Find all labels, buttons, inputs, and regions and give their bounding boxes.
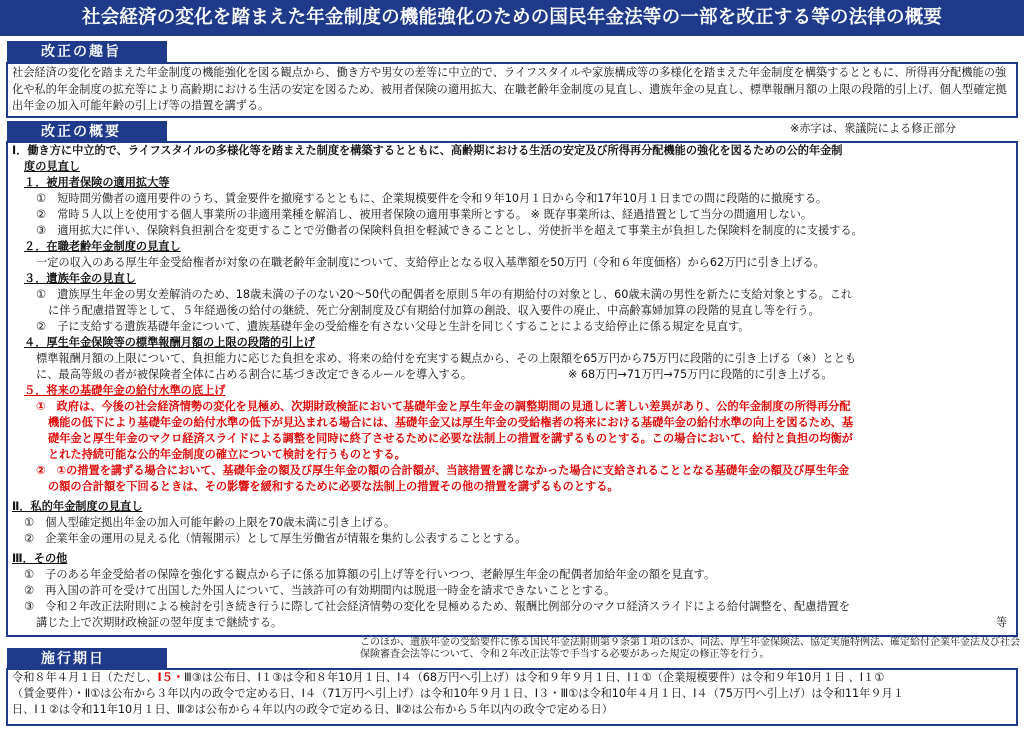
effective-line-1 <box>12 670 884 687</box>
section-3-item-3: ③ 令和２年改正法附則による検討を引き続き行うに際して社会経済情勢の変化を見極めるため、報酬比例部分のマクロ経済スライドによる給付調整を、配慮措置を <box>24 600 850 613</box>
purpose-heading: 改正の趣旨 <box>7 41 167 63</box>
item-2-text: 一定の収入のある厚生年金受給権者が対象の在職老齢年金制度について、支給停止となる収入基準額を50万円（令和６年度価格）から62万円に引き上げる。 <box>36 256 825 269</box>
effective-line-1b: Ⅲ③は公布日、Ⅰ１③は令和８年10月１日、Ⅰ４（68万円へ引上げ）は令和９年９月１日、Ⅰ１①（企業規模要件）は令和９年10月１日 、Ⅰ１① <box>184 671 885 684</box>
effective-line-1a: 令和８年４月１日（ただし、 <box>12 671 158 684</box>
section-3-item-3-cont: 講じた上で次期財政検証の翌年度まで継続する。 <box>36 616 283 629</box>
item-5-1: ① 政府は、今後の社会経済情勢の変化を見極め、次期財政検証において基礎年金と厚生年金の調整期間の見通しに著しい差異があり、公的年金制度の所得再分配 <box>36 400 851 413</box>
section-2-item-2: ② 企業年金の運用の見える化（情報開示）として厚生労働省が情報を集約し公表することとする。 <box>24 532 527 545</box>
item-5-2: ② ①の措置を講ずる場合において、基礎年金の額及び厚生年金の額の合計額が、当該措置を講じなかった場合に支給されることとなる基礎年金の額及び厚生年金 <box>36 464 850 477</box>
item-2-heading: ２．在職老齢年金制度の見直し <box>24 240 181 253</box>
page-title: 社会経済の変化を踏まえた年金制度の機能強化のための国民年金法等の一部を改正する等の法律の概要 <box>0 0 1024 36</box>
footnote: このほか、遺族年金の受給要件に係る国民年金法附則第９条第１項のほか、同法、厚生年金保険法、協定実施特例法、確定給付企業年金法及び社会保険審査会法等について、令和２年改正法等で手当する必要があった規定の修正等を行う。 <box>360 637 1020 660</box>
section-2-title: Ⅱ．私的年金制度の見直し <box>12 500 143 513</box>
revision-note: ※赤字は、衆議院による修正部分 <box>790 122 956 135</box>
item-5-1-cont-1: 機能の低下により基礎年金の給付水準の低下が見込まれる場合には、基礎年金又は厚生年金の受給権者の将来における基礎年金の給付水準の向上を図るため、基 <box>48 416 854 429</box>
section-3-item-1: ① 子のある年金受給者の保障を強化する観点から子に係る加算額の引上げ等を行いつつ、老齢厚生年金の配偶者加給年金の額を見直す。 <box>24 568 716 581</box>
purpose-text: 社会経済の変化を踏まえた年金制度の機能強化を図る観点から、働き方や男女の差等に中立的で、ライフスタイルや家族構成等の多様化を踏まえた年金制度を構築するとともに、所得再分配機能の強化や私的年金制度の拡充等により高齢期における生活の安定を図るため、被用者保険の適用拡大、在職老齢年金制度の見直し、遺族年金の見直し、標準報酬月額の上限の段階的引上げ、個人型確定拠出年金の加入可能年齢の引上げ等の措置を講ずる。 <box>12 66 1007 112</box>
item-1-3: ③ 適用拡大に伴い、保険料負担割合を変更することで労働者の保険料負担を軽減できることとし、労使折半を超えて事業主が負担した保険料を制度的に支援する。 <box>36 224 863 237</box>
section-1-title: Ⅰ．働き方に中立的で、ライフスタイルの多様化等を踏まえた制度を構築するとともに、高齢期における生活の安定及び所得再分配機能の強化を図るための公的年金制 <box>12 144 843 157</box>
item-4-heading: ４．厚生年金保険等の標準報酬月額の上限の段階的引上げ <box>24 336 315 349</box>
section-2-item-1: ① 個人型確定拠出年金の加入可能年齢の上限を70歳未満に引き上げる。 <box>24 516 396 529</box>
item-5-2-cont: の額の合計額を下回るときは、その影響を緩和するために必要な法制上の措置その他の措置を講ずるものとする。 <box>48 480 619 493</box>
item-1-2: ② 常時５人以上を使用する個人事業所の非適用業種を解消し、被用者保険の適用事業所とする。 ※ 既存事業所は、経過措置として当分の間適用しない。 <box>36 208 813 221</box>
section-3-item-3-etc: 等 <box>996 616 1008 629</box>
item-1-1: ① 短時間労働者の適用要件のうち、賃金要件を撤廃するとともに、企業規模要件を令和９年10月１日から令和17年10月１日までの間に段階的に撤廃する。 <box>36 192 828 205</box>
effective-line-1-revision: Ⅰ５・ <box>157 671 184 684</box>
section-3-title: Ⅲ．その他 <box>12 552 68 565</box>
item-5-1-cont-3: とれた持続可能な公的年金制度の確立について検討を行うものとする。 <box>48 448 406 461</box>
item-4-note: ※ 68万円→71万円→75万円に段階的に引き上げる。 <box>568 368 833 381</box>
item-1-heading: １．被用者保険の適用拡大等 <box>24 176 170 189</box>
section-3-item-2: ② 再入国の許可を受けて出国した外国人について、当該許可の有効期間内は脱退一時金を請求できないこととする。 <box>24 584 616 597</box>
overview-heading: 改正の概要 <box>7 121 167 143</box>
item-5-1-cont-2: 礎年金と厚生年金のマクロ経済スライドによる調整を同時に終了させるために必要な法制上の措置を講ずるものとする。この場合において、給付と負担の均衡が <box>48 432 853 445</box>
item-4-text-cont: に、最高等級の者が被保険者全体に占める割合に基づき改定できるルールを導入する。 <box>36 368 473 381</box>
effective-heading: 施行期日 <box>7 648 167 670</box>
item-3-2: ② 子に支給する遺族基礎年金について、遺族基礎年金の受給権を有さない父母と生計を同じくすることによる支給停止に係る規定を見直す。 <box>36 320 750 333</box>
item-3-1-cont: に伴う配慮措置等として、５年経過後の給付の継続、死亡分割制度及び有期給付加算の創設、収入要件の廃止、中高齢寡婦加算の段階的見直し等を行う。 <box>48 304 820 317</box>
item-5-heading: ５．将来の基礎年金の給付水準の底上げ <box>24 384 226 397</box>
effective-line-3: 日、Ⅰ１②は令和11年10月１日、Ⅲ②は公布から４年以内の政令で定める日、Ⅱ②は公布から５年以内の政令で定める日） <box>12 703 613 716</box>
purpose-box <box>6 62 1018 118</box>
item-3-1: ① 遺族厚生年金の男女差解消のため、18歳未満の子のない20～50代の配偶者を原則５年の有期給付の対象とし、60歳未満の男性を新たに支給対象とする。これ <box>36 288 853 301</box>
item-3-heading: ３．遺族年金の見直し <box>24 272 136 285</box>
item-4-text: 標準報酬月額の上限について、負担能力に応じた負担を求め、将来の給付を充実する観点から、その上限額を65万円から75万円に段階的に引き上げる（※）ととも <box>36 352 857 365</box>
effective-line-2: （賃金要件）・Ⅱ①は公布から３年以内の政令で定める日、Ⅰ４（71万円へ引上げ）は令和10年９月１日、Ⅰ３・Ⅲ①は令和10年４月１日、Ⅰ４（75万円へ引上げ）は令和11年９月１ <box>12 687 904 700</box>
section-1-title-cont: 度の見直し <box>24 160 80 173</box>
